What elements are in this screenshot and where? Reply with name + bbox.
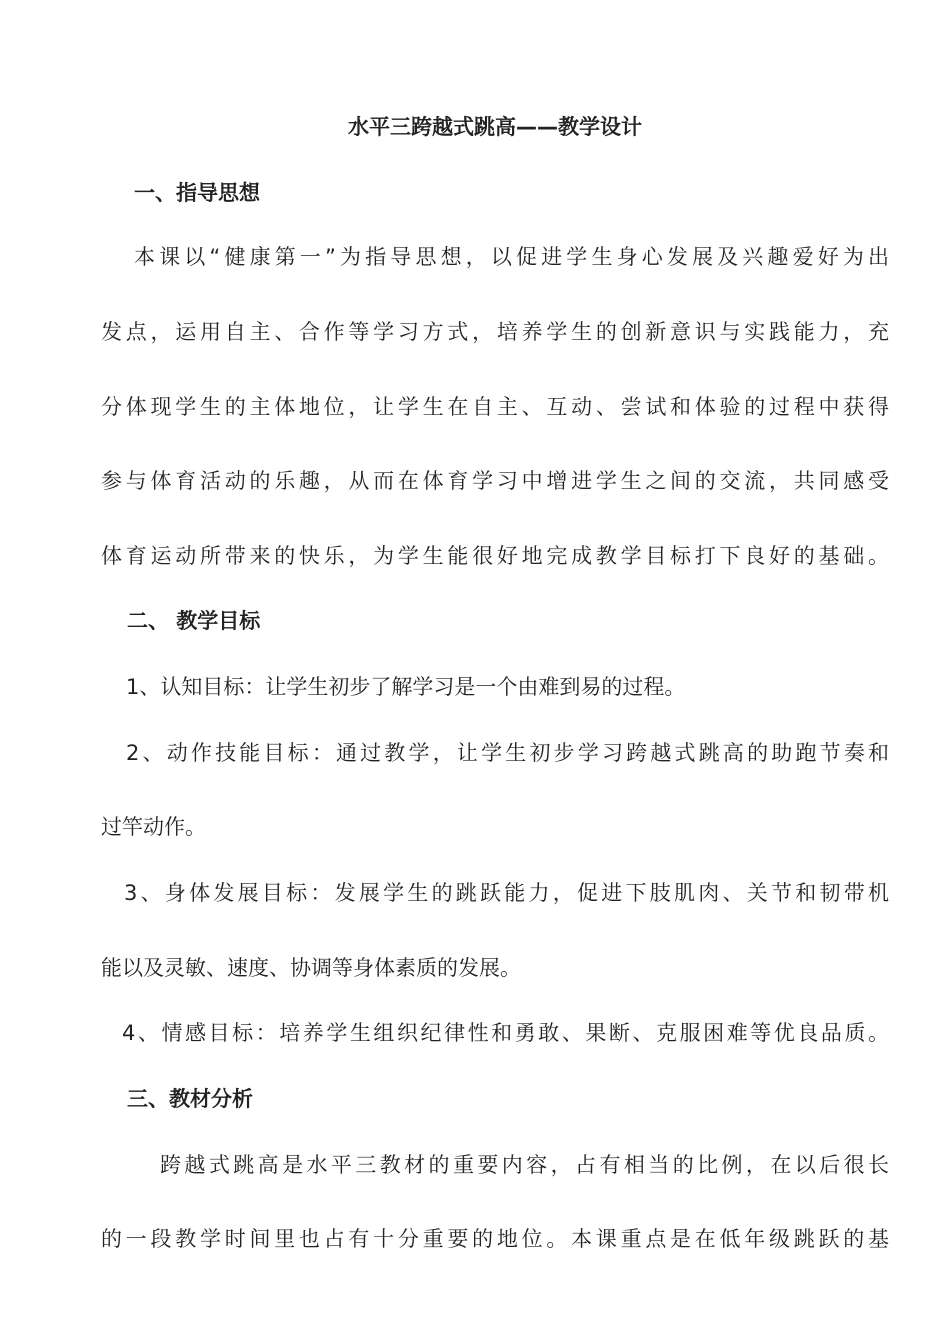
goal-line: 3、身体发展目标：发展学生的跳跃能力，促进下肢肌肉、关节和韧带机	[124, 881, 889, 905]
document-title: 水平三跨越式跳高——教学设计	[348, 115, 642, 139]
goal-line: 能以及灵敏、速度、协调等身体素质的发展。	[101, 956, 521, 980]
paragraph-line: 体育运动所带来的快乐，为学生能很好地完成教学目标打下良好的基础。	[101, 544, 889, 568]
section-heading-material-analysis: 三、教材分析	[127, 1087, 253, 1111]
paragraph-line: 发点，运用自主、合作等学习方式，培养学生的创新意识与实践能力，充	[101, 320, 889, 344]
section-heading-guiding-ideology: 一、指导思想	[134, 181, 260, 205]
section-heading-teaching-goals: 二、 教学目标	[127, 609, 261, 633]
paragraph-line: 的一段教学时间里也占有十分重要的地位。本课重点是在低年级跳跃的基	[101, 1227, 889, 1251]
paragraph-line: 本课以“健康第一”为指导思想，以促进学生身心发展及兴趣爱好为出	[134, 245, 889, 269]
paragraph-line: 分体现学生的主体地位，让学生在自主、互动、尝试和体验的过程中获得	[101, 395, 889, 419]
paragraph-line: 参与体育活动的乐趣，从而在体育学习中增进学生之间的交流，共同感受	[101, 469, 889, 493]
goal-line: 过竿动作。	[101, 815, 206, 839]
goal-line: 2、动作技能目标：通过教学，让学生初步学习跨越式跳高的助跑节奏和	[126, 741, 889, 765]
paragraph-line: 跨越式跳高是水平三教材的重要内容，占有相当的比例，在以后很长	[160, 1153, 889, 1177]
goal-line: 1、认知目标：让学生初步了解学习是一个由难到易的过程。	[126, 675, 686, 699]
goal-line: 4、情感目标：培养学生组织纪律性和勇敢、果断、克服困难等优良品质。	[122, 1021, 889, 1045]
